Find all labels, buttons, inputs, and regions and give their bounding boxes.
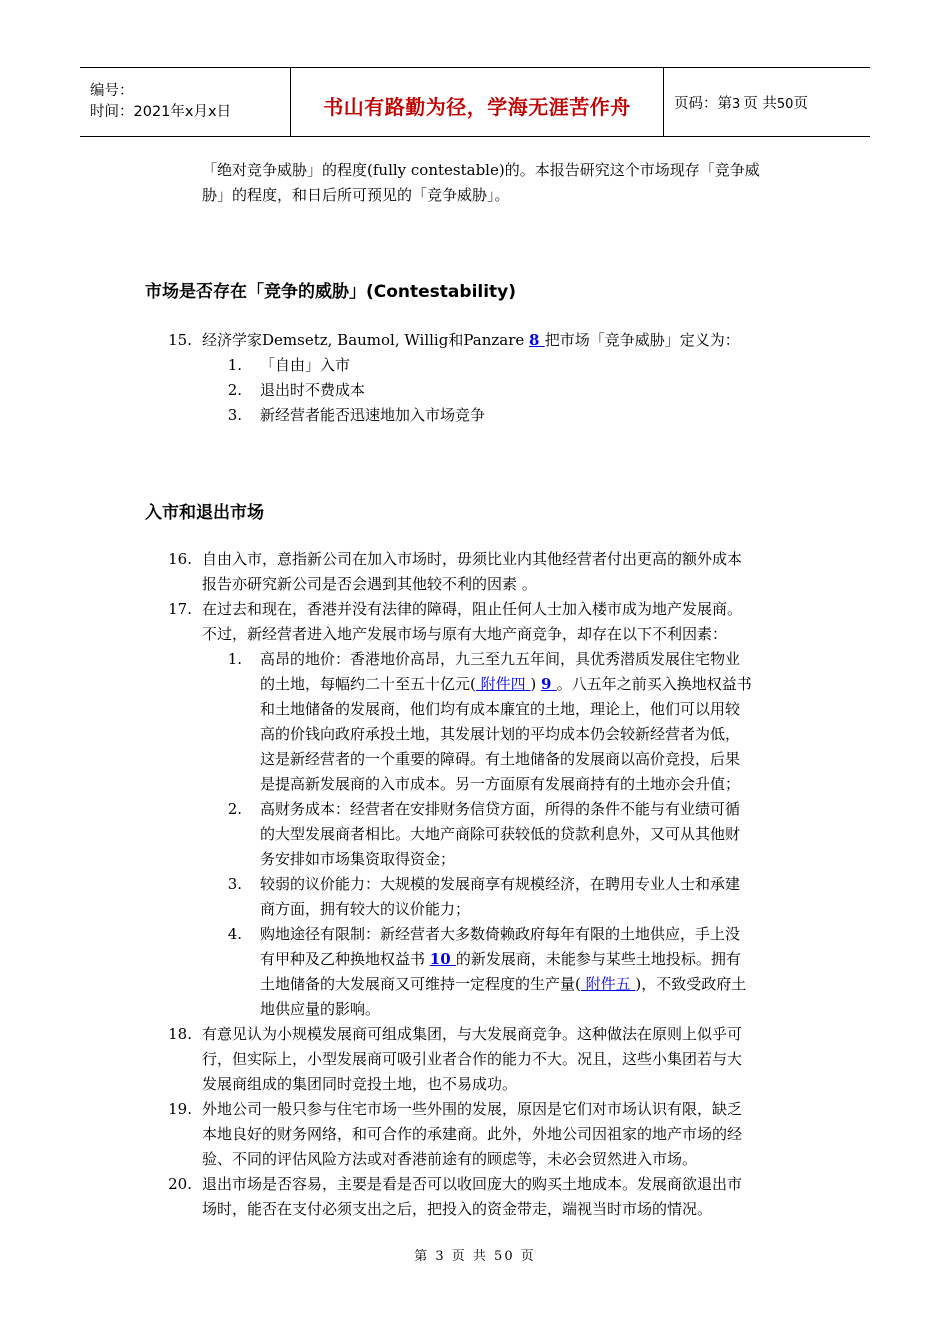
list-item: 退出时不费成本 [260, 381, 366, 399]
page-header [80, 67, 870, 137]
para-17-label: 17. [168, 600, 192, 618]
para-17 [202, 597, 742, 647]
sub-item-1-line: 和土地储备的发展商，他们均有成本廉宜的土地，理论上，他们可以用较 [260, 700, 741, 718]
header-page-number [664, 68, 870, 136]
header-meta [80, 68, 290, 136]
para-18-label: 18. [168, 1025, 192, 1043]
sub-item-3-label: 3. [227, 875, 242, 893]
sub-item-2-label: 2. [227, 800, 242, 818]
para-16 [202, 547, 742, 597]
intro-line-2: 胁」的程度，和日后所可预见的「竞争威胁」。 [202, 186, 510, 204]
sub-item-4-line: 购地途径有限制：新经营者大多数倚赖政府每年有限的土地供应，手上没 [260, 925, 741, 943]
list-item: 「自由」入市 [260, 356, 351, 374]
para-15 [202, 328, 740, 353]
sub-item-4-line: 土地储备的大发展商又可维持一定程度的生产量( 附件五 )，不致受政府土 [260, 975, 747, 993]
sub-item-2-line: 的大型发展商者相比。大地产商除可获较低的贷款利息外，又可从其他财 [260, 825, 741, 843]
appendix-4-link[interactable]: 附件四 [475, 675, 531, 693]
para-15-label: 15. [168, 331, 192, 349]
para-19 [202, 1097, 742, 1172]
footnote-8-link[interactable]: 8 [529, 331, 545, 349]
para-19-line: 本地良好的财务网络，和可合作的承建商。此外，外地公司因祖家的地产市场的经 [202, 1125, 743, 1143]
para-20-line: 场时，能否在支付必须支出之后，把投入的资金带走，端视当时市场的情况。 [202, 1200, 713, 1218]
intro-paragraph [202, 158, 760, 208]
section-heading-entry-exit: 入市和退出市场 [145, 503, 264, 523]
sub-item-1-line: 高昂的地价：香港地价高昂，九三至九五年间，具优秀潜质发展住宅物业 [260, 650, 741, 668]
footnote-9-link[interactable]: 9 [541, 675, 557, 693]
page-suffix: 页 [793, 95, 808, 112]
para-16-label: 16. [168, 550, 192, 568]
para-19-label: 19. [168, 1100, 192, 1118]
page-footer: 第 3 页 共 50 页 [414, 1249, 536, 1264]
para-19-line: 验、不同的评估风险方法或对香港前途有的顾虑等，未必会贸然进入市场。 [202, 1150, 698, 1168]
sub-item-1-line: 高的价钱向政府承投土地，其发展计划的平均成本仍会较新经营者为低， [260, 725, 741, 743]
page-prefix: 页码：第 [674, 95, 732, 112]
sub-item-2-line: 高财务成本：经营者在安排财务信贷方面，所得的条件不能与有业绩可循 [260, 800, 741, 818]
sub-item-2-line: 务安排如市场集资取得资金； [260, 850, 456, 868]
sub-item-1-line: 这是新经营者的一个重要的障碍。有土地储备的发展商以高价竞投，后果 [260, 750, 741, 768]
page-middle: 页 共 [743, 95, 777, 112]
para-18-line: 有意见认为小规模发展商可组成集团，与大发展商竞争。这种做法在原则上似乎可 [202, 1025, 743, 1043]
list-item: 新经营者能否迅速地加入市场竞争 [260, 406, 486, 424]
page-total: 50 [776, 96, 794, 112]
sub-item-4 [260, 922, 746, 1022]
para-19-line: 外地公司一般只参与住宅市场一些外围的发展，原因是它们对市场认识有限，缺乏 [202, 1100, 743, 1118]
para-20-line: 退出市场是否容易，主要是看是否可以收回庞大的购买土地成本。发展商欲退出市 [202, 1175, 743, 1193]
para-18-line: 发展商组成的集团同时竞投土地，也不易成功。 [202, 1075, 518, 1093]
document-number-label: 编号： [90, 83, 134, 99]
para-15-tail: 把市场「竞争威胁」定义为： [544, 331, 740, 349]
list-item-label: 1. [227, 356, 242, 374]
para-20-label: 20. [168, 1175, 192, 1193]
sub-item-4-line: 地供应量的影响。 [260, 1000, 381, 1018]
sub-item-3-line: 商方面，拥有较大的议价能力； [260, 900, 471, 918]
document-date: 时间：2021年x月x日 [90, 104, 232, 120]
para-15-text: 经济学家Demsetz, Baumol, Willig和Panzare [202, 331, 530, 349]
para-20 [202, 1172, 742, 1222]
sub-item-1-line: 的土地，每幅约二十至五十亿元( 附件四 ) 9 。八五年之前买入换地权益书 [260, 675, 752, 693]
sub-item-1 [260, 647, 752, 797]
para-17-line: 在过去和现在，香港并没有法律的障碍，阻止任何人士加入楼市成为地产发展商。 [202, 600, 743, 618]
sub-item-1-label: 1. [227, 650, 242, 668]
footnote-10-link[interactable]: 10 [429, 950, 456, 968]
sub-item-3-line: 较弱的议价能力：大规模的发展商享有规模经济，在聘用专业人士和承建 [260, 875, 741, 893]
page-current: 3 [732, 96, 741, 112]
sub-item-4-label: 4. [227, 925, 242, 943]
para-18 [202, 1022, 742, 1097]
appendix-5-link[interactable]: 附件五 [580, 975, 636, 993]
sub-item-4-line: 有甲种及乙种换地权益书 10 的新发展商，未能参与某些土地投标。拥有 [260, 950, 741, 968]
list-item-label: 2. [227, 381, 242, 399]
para-18-line: 行，但实际上，小型发展商可吸引业者合作的能力不大。况且，这些小集团若与大 [202, 1050, 743, 1068]
list-item-label: 3. [227, 406, 242, 424]
header-motto-cell [290, 68, 664, 136]
header-motto: 书山有路勤为径，学海无涯苦作舟 [323, 94, 631, 119]
para-16-line: 报告亦研究新公司是否会遇到其他较不利的因素 。 [202, 575, 537, 593]
intro-line-1: 「绝对竞争威胁」的程度(fully contestable)的。本报告研究这个市场现存「竞争威 [202, 161, 760, 179]
sub-item-1-line: 是提高新发展商的入市成本。另一方面原有发展商持有的土地亦会升值； [260, 775, 741, 793]
sub-item-3 [260, 872, 740, 922]
section-heading-contestability: 市场是否存在「竞争的威胁」(Contestability) [145, 282, 517, 302]
para-17-line: 不过，新经营者进入地产发展市场与原有大地产商竞争，却存在以下不利因素： [202, 625, 728, 643]
sub-item-2 [260, 797, 740, 872]
para-16-line: 自由入市，意指新公司在加入市场时，毋须比业内其他经营者付出更高的额外成本 [202, 550, 743, 568]
